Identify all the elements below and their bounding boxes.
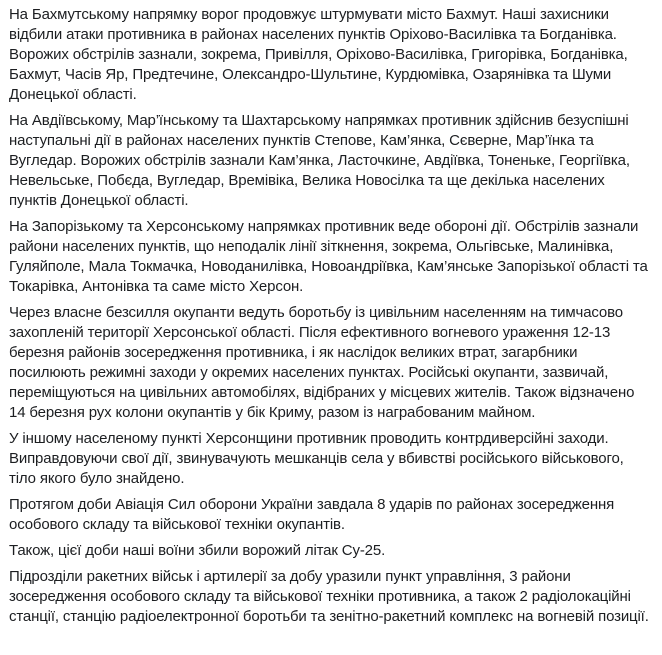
- paragraph-missile-artillery: Підрозділи ракетних військ і артилерії за добу уразили пункт управління, 3 райони зосередження особового складу та військової техніки противника, а також 2 радіолокаційні станції, станцію радіоелектронної боротьби та зенітно-ракетний комплекс на вогневій позиції.: [9, 568, 649, 625]
- paragraph-aviation-strikes: Протягом доби Авіація Сил оборони України завдала 8 ударів по районах зосередження особового складу та військової техніки окупантів.: [9, 496, 615, 533]
- paragraph-zaporizhzhia-kherson-direction: На Запорізькому та Херсонському напрямках противник веде обороні дії. Обстрілів зазнали райони населених пунктів, що неподалік лінії зіткнення, зокрема, Ольгівське, Малинівка, Гуляйполе, Мала Токмачка, Новоданилівка, Новоандріївка, Кам’янське Запорізької області та Токарівка, Антонівка та саме місто Херсон.: [9, 218, 648, 295]
- paragraph-bakhmut-direction: На Бахмутському напрямку ворог продовжує штурмувати місто Бахмут. Наші захисники відбили атаки противника в районах населених пунктів Оріхово-Василівка та Богданівка. Ворожих обстрілів зазнали, зокрема, Привілля, Оріхово-Василівка, Григорівка, Богданівка, Бахмут, Часів Яр, Предтечине, Олександро-Шультине, Курдюмівка, Озарянівка та Шуми Донецької області.: [9, 6, 628, 103]
- paragraph-counter-diversion: У іншому населеному пункті Херсонщини противник проводить контрдиверсійні заходи. Виправдовуючи свої дії, звинувачують мешканців села у вбивстві російського військового, тіло якого було знайдено.: [9, 430, 624, 487]
- paragraph-su25-downed: Також, цієї доби наші воїни збили ворожий літак Су-25.: [9, 542, 386, 559]
- paragraph-avdiivka-direction: На Авдіївському, Мар’їнському та Шахтарському напрямках противник здійснив безуспішні наступальні дії в районах населених пунктів Степове, Кам’янка, Сєверне, Мар’їнка та Вугледар. Ворожих обстрілів зазнали Кам’янка, Ласточкине, Авдіївка, Тоненьке, Георгіївка, Невельське, Побєда, Вугледар, Времівіка, Велика Новосілка та ще декілька населених пунктів Донецької області.: [9, 112, 630, 209]
- paragraph-occupiers-civilians: Через власне безсилля окупанти ведуть боротьбу із цивільним населенням на тимчасово захопленій території Херсонської області. Після ефективного вогневого ураження 12-13 березня районів зосередження противника, і як наслідок великих втрат, загарбники посилюють режимні заходи у окремих населених пунктах. Російські окупанти, зазвичай, переміщуються на цивільних автомобілях, відібраних у місцевих жителів. Також відзначено 14 березня рух колони окупантів у бік Криму, разом із награбованим майном.: [9, 304, 635, 421]
